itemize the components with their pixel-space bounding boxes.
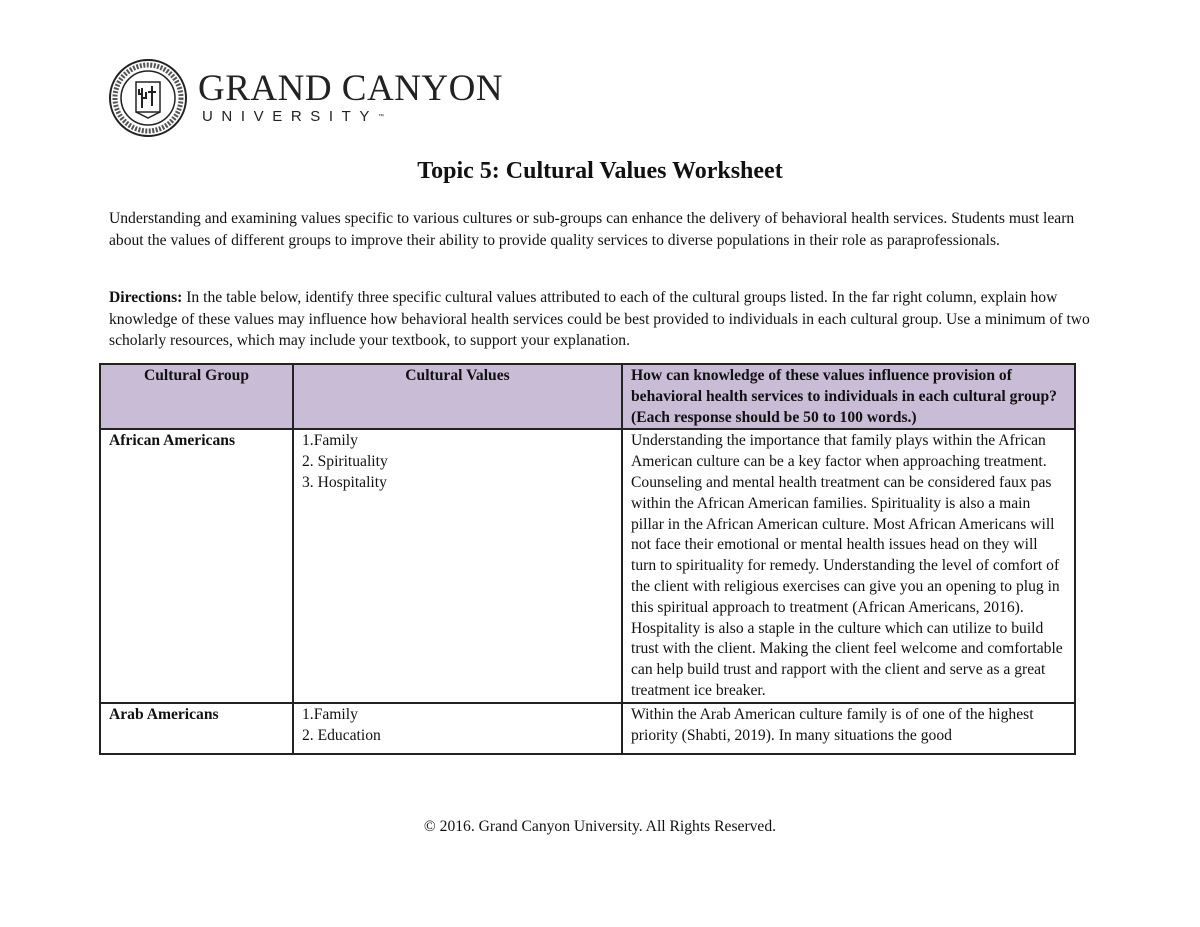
logo-wordmark-top: GRAND CANYON — [198, 68, 504, 109]
values-cell — [293, 429, 622, 702]
intro-paragraph: Understanding and examining values specific to various cultures or sub-groups can enhance the delivery of behavioral health services. Students must learn about the values of different groups to improve their ability to provide quality services to diverse populations in their role as paraprofessionals. — [109, 210, 1075, 249]
directions-paragraph — [109, 287, 1094, 352]
copyright-footer: © 2016. Grand Canyon University. All Rights Reserved. — [423, 818, 777, 835]
values-cell — [293, 703, 622, 754]
response-cell: Within the Arab American culture family is of one of the highest priority (Shabti, 2019). In many situations the good — [622, 703, 1075, 754]
group-cell: African Americans — [100, 429, 293, 702]
value-item: 3. Hospitality — [302, 473, 387, 491]
trademark-symbol: ™ — [378, 114, 385, 120]
group-cell: Arab Americans — [100, 703, 293, 754]
directions-text: In the table below, identify three specific cultural values attributed to each of the cultural groups listed. In the far right column, explain how knowledge of these values may influence how behavioral health services could be best provided to individuals in each cultural group. Use a minimum of two scholarly resources, which may include your textbook, to support your explanation. — [109, 289, 1090, 349]
header-cultural-group: Cultural Group — [100, 364, 293, 429]
cultural-values-table — [99, 363, 1076, 755]
table-header-row — [100, 364, 1075, 429]
response-cell: Understanding the importance that family plays within the African American culture can be a key factor when approaching treatment. Counseling and mental health treatment can be considered faux pas within the African American families. Spirituality is also a main pillar in the African American culture. Most African Americans will not face their emotional or mental health issues head on they will turn to spirituality for remedy. Understanding the level of comfort of the client with religious exercises can give you an opening to plug in this spiritual approach to treatment (African Americans, 2016). Hospitality is also a staple in the culture which can utilize to build trust with the client. Making the client feel welcome and comfortable can help build trust and rapport with the client and serve as a great treatment ice breaker. — [622, 429, 1075, 702]
value-item: 2. Spirituality — [302, 453, 388, 471]
value-item: 1.Family — [302, 432, 358, 450]
table-row — [100, 429, 1075, 702]
logo-wordmark — [198, 70, 503, 126]
logo-wordmark-university: UNIVERSITY — [202, 108, 379, 125]
directions-label: Directions: — [109, 289, 183, 306]
page-title: Topic 5: Cultural Values Worksheet — [417, 158, 783, 184]
value-item: 1.Family — [302, 705, 358, 723]
header-cultural-values: Cultural Values — [293, 364, 622, 429]
logo-wordmark-bottom — [202, 108, 503, 126]
value-item: 2. Education — [302, 726, 381, 744]
table-row — [100, 703, 1075, 754]
university-logo — [108, 58, 503, 138]
header-influence-question: How can knowledge of these values influence provision of behavioral health services to individuals in each cultural group? (Each response should be 50 to 100 words.) — [622, 364, 1075, 429]
university-seal-icon — [108, 58, 188, 138]
